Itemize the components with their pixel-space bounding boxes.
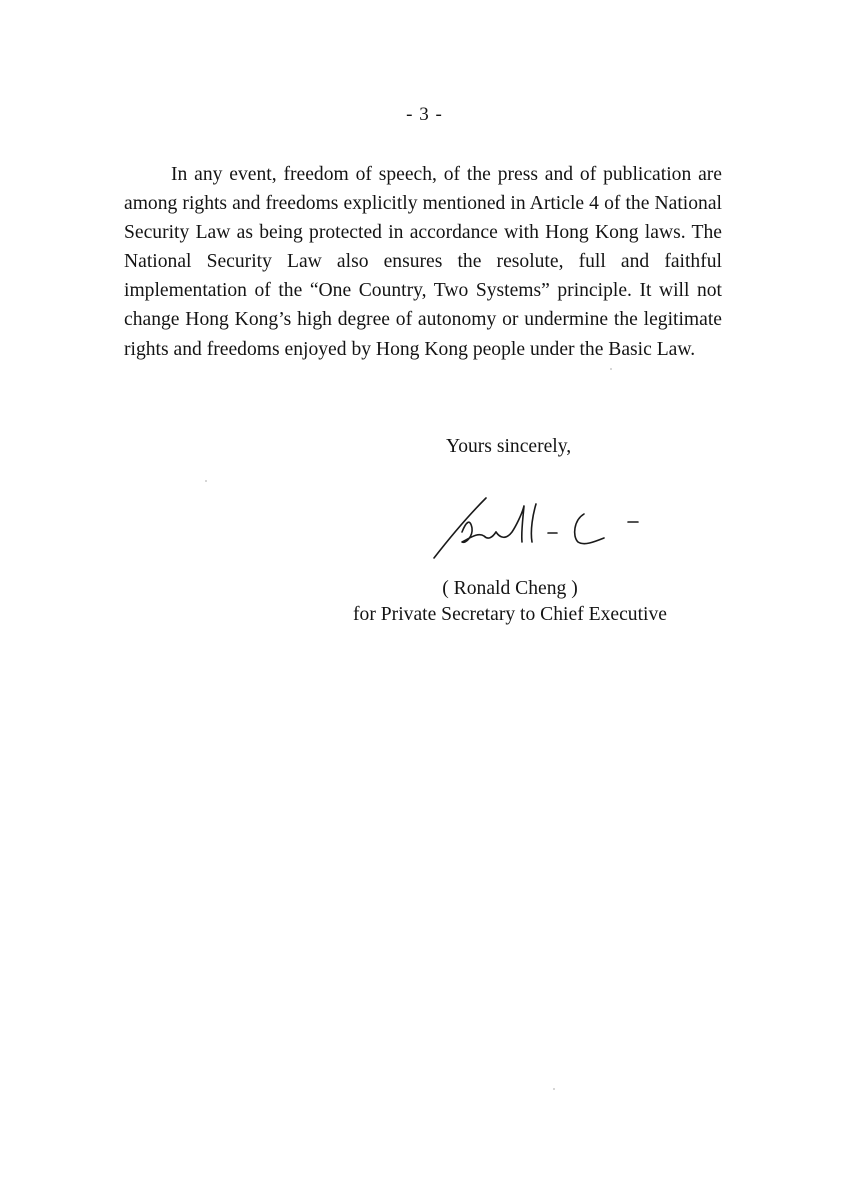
signer-title: for Private Secretary to Chief Executive <box>353 604 667 625</box>
scan-speck <box>205 480 207 482</box>
scan-speck <box>553 1088 555 1090</box>
body-paragraph: In any event, freedom of speech, of the press and of publication are among rights and freedoms explicitly mentioned in Article 4 of the National Security Law as being protected in accordance with Hong Kong laws. The National Security Law also ensures the resolute, full and faithful implementation of the “One Country, Two Systems” principle. It will not change Hong Kong’s high degree of autonomy or undermine the legitimate rights and freedoms enjoyed by Hong Kong people under the Basic Law. <box>124 164 722 360</box>
page-number: - 3 - <box>406 104 443 125</box>
closing-salutation: Yours sincerely, <box>446 436 572 457</box>
scan-speck <box>610 368 612 370</box>
signer-name: ( Ronald Cheng ) <box>442 578 578 599</box>
handwritten-signature <box>426 492 646 564</box>
